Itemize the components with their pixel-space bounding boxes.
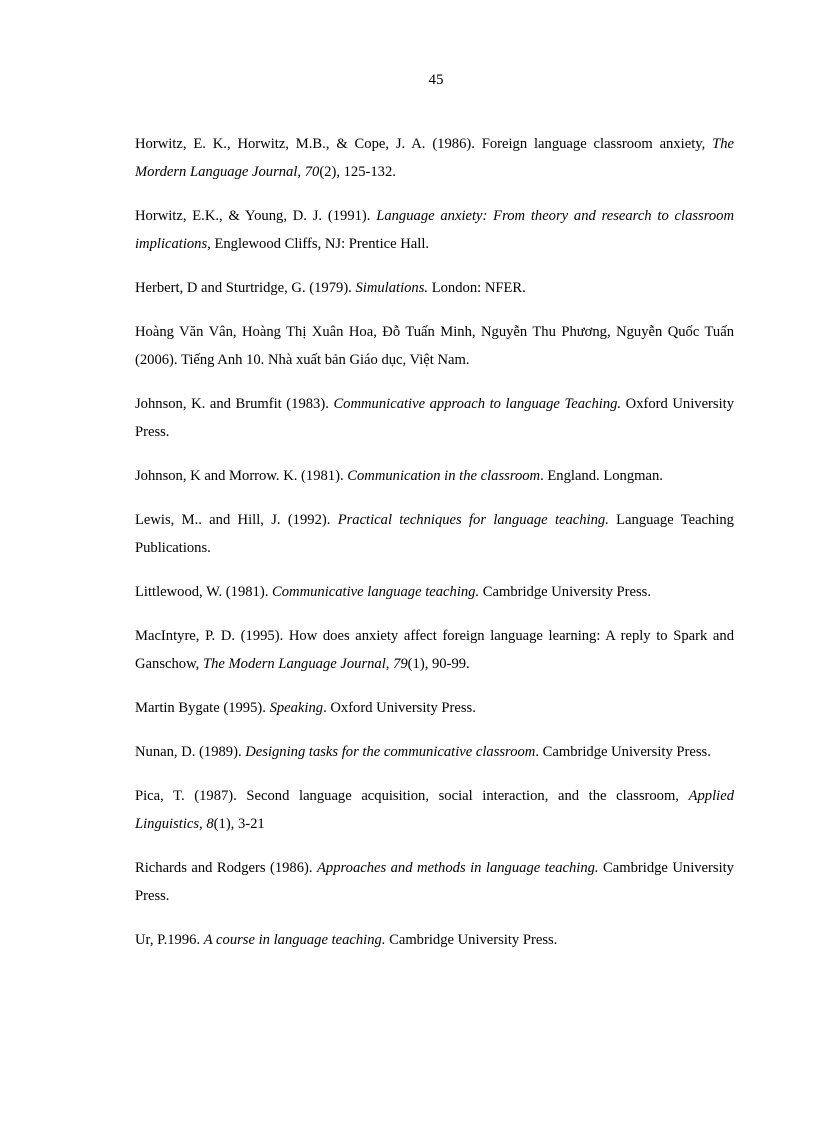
ref-text: Cambridge University Press. — [135, 860, 734, 904]
ref-text: Herbert, D and Sturtridge, G. (1979). — [135, 280, 356, 296]
ref-text: Richards and Rodgers (1986). — [135, 860, 317, 876]
journal-title: Applied Linguistics, 8 — [135, 788, 734, 832]
reference-entry — [135, 782, 734, 838]
book-title: A course in language teaching. — [203, 932, 386, 948]
journal-title: The Mordern Language Journal — [135, 136, 734, 180]
ref-text: Lewis, M.. and Hill, J. (1992). — [135, 512, 338, 528]
reference-entry — [135, 622, 734, 678]
reference-entry — [135, 318, 734, 374]
reference-entry — [135, 578, 734, 606]
reference-entry — [135, 506, 734, 562]
ref-text: Language Teaching Publications. — [135, 512, 734, 556]
page-number: 45 — [428, 72, 444, 88]
ref-text: Martin Bygate (1995). — [135, 700, 270, 716]
book-title: Designing tasks for the communicative classroom — [245, 744, 536, 760]
book-title: Communication in the classroom — [347, 468, 541, 484]
ref-text: Ur, P.1996. — [135, 932, 204, 948]
reference-list — [135, 130, 734, 970]
volume-number: 70 — [304, 164, 320, 180]
volume-number: 79 — [393, 656, 408, 672]
ref-text: . Cambridge University Press. — [535, 744, 711, 760]
reference-entry — [135, 130, 734, 186]
ref-text: (2), 125-132. — [319, 164, 396, 180]
ref-text: . Oxford University Press. — [323, 700, 476, 716]
ref-text: Oxford University Press. — [135, 396, 735, 440]
ref-text: . England. Longman. — [540, 468, 663, 484]
reference-entry — [135, 462, 734, 490]
book-title: Language anxiety: From theory and research to classroom implications — [135, 208, 734, 252]
book-title: Simulations. — [355, 280, 429, 296]
ref-text: Littlewood, W. (1981). — [135, 584, 273, 600]
ref-text: Cambridge University Press. — [479, 584, 651, 600]
ref-text: (1), 90-99. — [407, 656, 470, 672]
ref-text: Cambridge University Press. — [385, 932, 558, 948]
reference-entry — [135, 926, 734, 954]
book-title: Communicative language teaching. — [272, 584, 480, 600]
ref-text: Horwitz, E. K., Horwitz, M.B., & Cope, J. A. (1986). Foreign language classroom anxiety, — [135, 136, 713, 152]
ref-text: Pica, T. (1987). Second language acquisition, social interaction, and the classroom, — [135, 788, 689, 804]
ref-text: Nunan, D. (1989). — [135, 744, 246, 760]
ref-text: , — [297, 164, 305, 180]
ref-text: Hoàng Văn Vân, Hoàng Thị Xuân Hoa, Đỗ Tuấn Minh, Nguyễn Thu Phương, Nguyễn Quốc Tuấn (2006). Tiếng Anh 10. Nhà xuất bản Giáo dục, Việt Nam. — [135, 324, 734, 368]
reference-entry — [135, 390, 734, 446]
ref-text: , — [385, 656, 394, 672]
reference-entry — [135, 694, 734, 722]
book-title: Practical techniques for language teaching. — [337, 512, 609, 528]
ref-text: Horwitz, E.K., & Young, D. J. (1991). — [135, 208, 377, 224]
reference-entry — [135, 738, 734, 766]
book-title: Communicative approach to language Teaching. — [333, 396, 622, 412]
reference-entry — [135, 854, 734, 910]
ref-text: (1), 3-21 — [213, 816, 265, 832]
reference-entry — [135, 274, 734, 302]
ref-text: MacIntyre, P. D. (1995). How does anxiety affect foreign language learning: A reply to Spark and Ganschow, — [135, 628, 734, 672]
book-title: Approaches and methods in language teaching. — [317, 860, 599, 876]
book-title: Speaking — [269, 700, 324, 716]
ref-text: Johnson, K. and Brumfit (1983). — [135, 396, 334, 412]
ref-text: Johnson, K and Morrow. K. (1981). — [135, 468, 348, 484]
ref-text: , Englewood Cliffs, NJ: Prentice Hall. — [207, 236, 430, 252]
ref-text: London: NFER. — [428, 280, 526, 296]
journal-title: The Modern Language Journal — [202, 656, 386, 672]
reference-entry — [135, 202, 734, 258]
